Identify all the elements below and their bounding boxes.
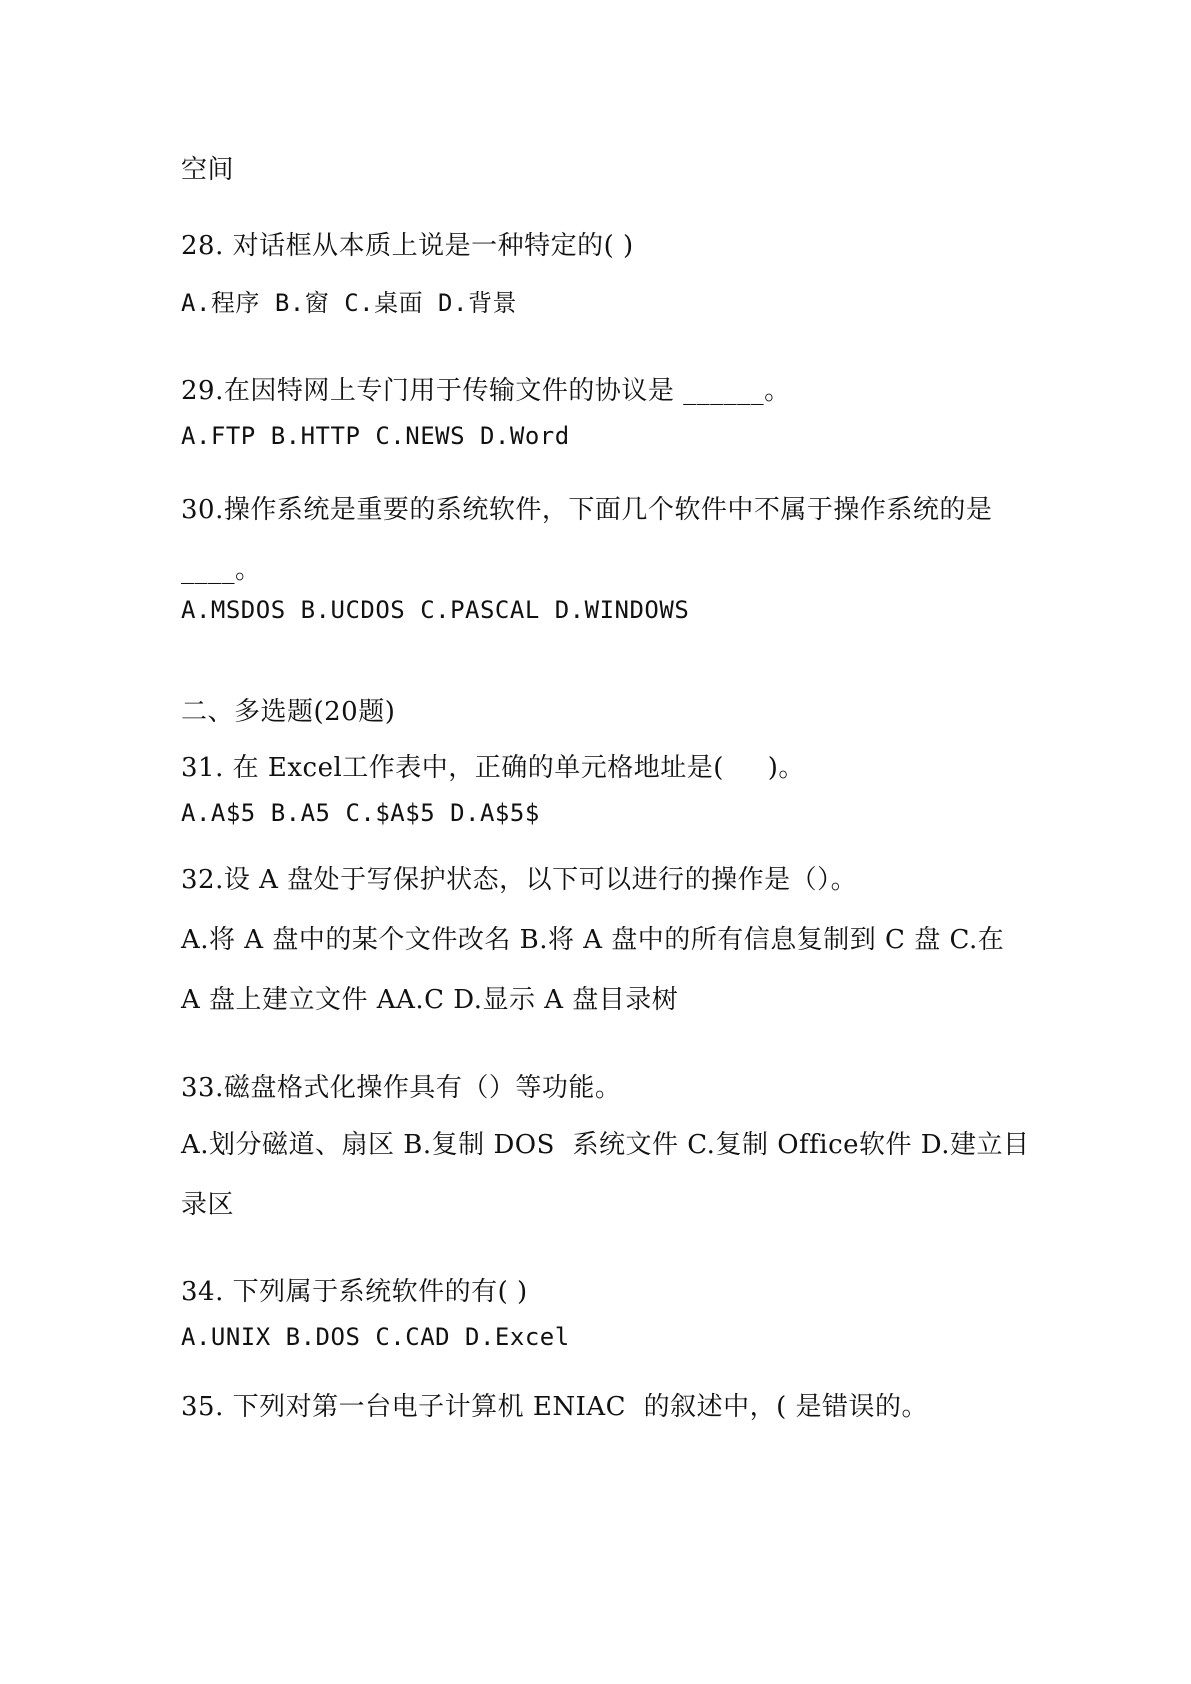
question-33-options-line-1: A.划分磁道、扇区 B.复制 DOS 系统文件 C.复制 Office软件 D.建立目 [181, 1130, 1030, 1160]
question-28: 28. 对话框从本质上说是一种特定的( ) [181, 231, 634, 261]
question-29: 29.在因特网上专门用于传输文件的协议是 ______。 [181, 376, 791, 406]
question-28-options: A.程序 B.窗 C.桌面 D.背景 [181, 289, 517, 317]
text-line-space-continuation: 空间 [181, 155, 235, 185]
question-30-options: A.MSDOS B.UCDOS C.PASCAL D.WINDOWS [181, 596, 690, 624]
question-30-blank: ____。 [181, 555, 262, 585]
question-35: 35. 下列对第一台电子计算机 ENIAC 的叙述中，( 是错误的。 [181, 1392, 928, 1422]
question-32: 32.设 A 盘处于写保护状态，以下可以进行的操作是（）。 [181, 865, 858, 895]
question-33: 33.磁盘格式化操作具有（）等功能。 [181, 1073, 622, 1103]
question-32-options-line-1: A.将 A 盘中的某个文件改名 B.将 A 盘中的所有信息复制到 C 盘 C.在 [181, 925, 1005, 955]
question-31-options: A.A$5 B.A5 C.$A$5 D.A$5$ [181, 799, 540, 827]
question-33-options-line-2: 录区 [181, 1190, 235, 1220]
question-30: 30.操作系统是重要的系统软件，下面几个软件中不属于操作系统的是 [181, 495, 993, 525]
question-34-options: A.UNIX B.DOS C.CAD D.Excel [181, 1323, 570, 1351]
question-34: 34. 下列属于系统软件的有( ) [181, 1277, 528, 1307]
question-32-options-line-2: A 盘上建立文件 AA.C D.显示 A 盘目录树 [181, 985, 679, 1015]
question-31: 31. 在 Excel工作表中，正确的单元格地址是( )。 [181, 753, 805, 783]
question-29-options: A.FTP B.HTTP C.NEWS D.Word [181, 422, 570, 450]
section-heading-multiple-choice: 二、多选题(20题) [181, 697, 396, 727]
